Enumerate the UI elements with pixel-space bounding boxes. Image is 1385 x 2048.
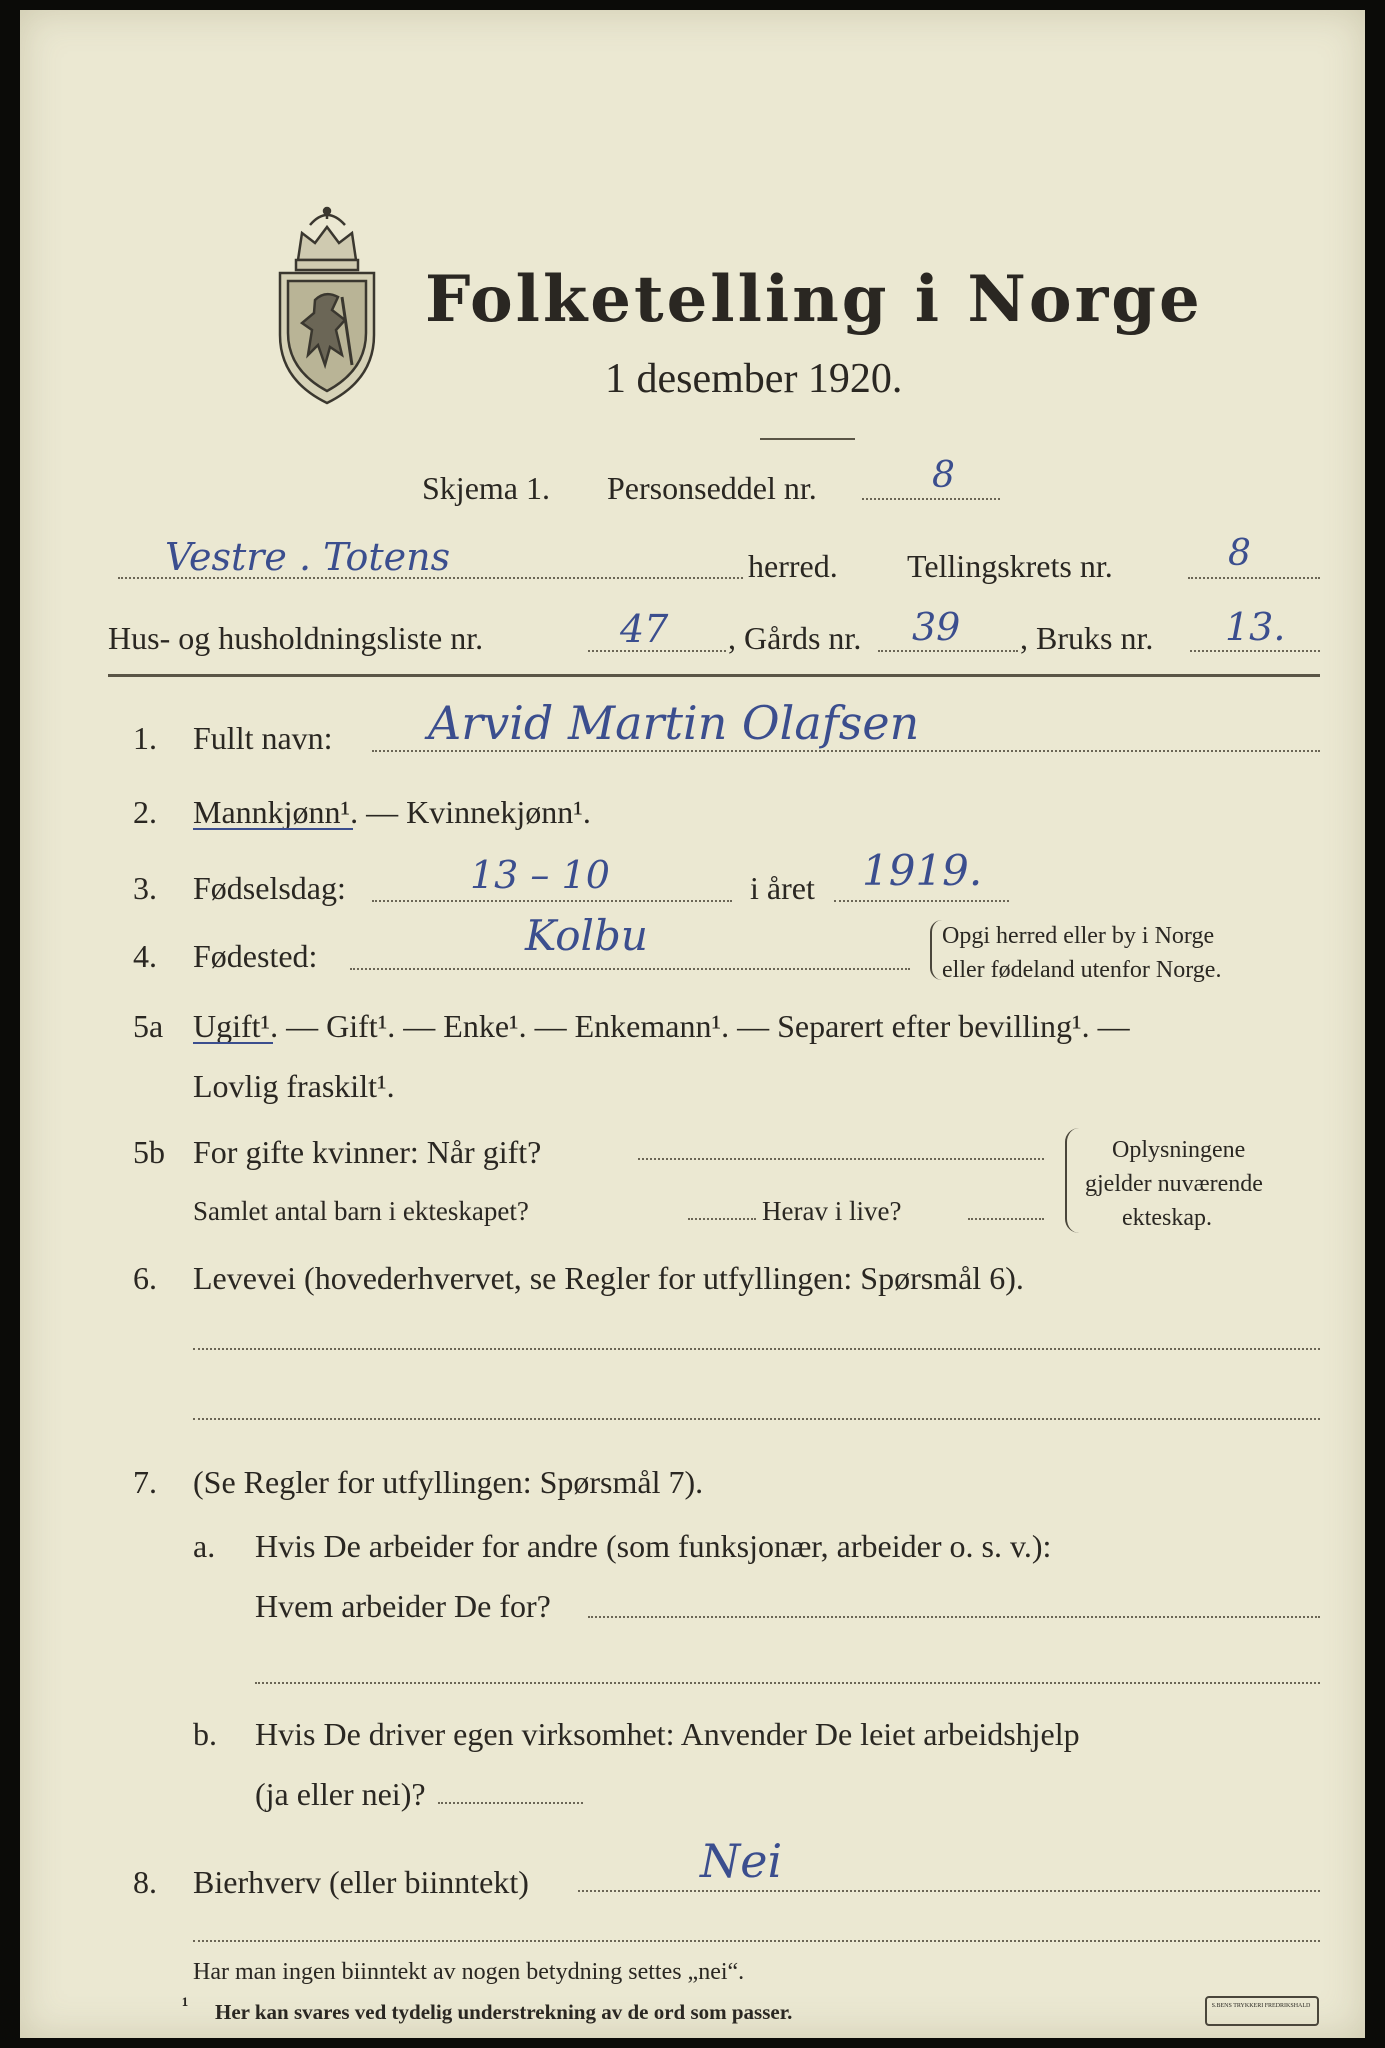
q4-note-line1: Opgi herred eller by i Norge xyxy=(942,923,1215,949)
q7-number: 7. xyxy=(133,1464,157,1500)
bruks-value: 13. xyxy=(1225,605,1286,649)
q7b-line2: (ja eller nei)? xyxy=(255,1776,426,1812)
coat-of-arms-icon xyxy=(270,205,385,410)
q4-number: 4. xyxy=(133,938,157,974)
q1-number: 1. xyxy=(133,720,157,756)
q5a-line2: Lovlig fraskilt¹. xyxy=(193,1068,395,1104)
q5b-number: 5b xyxy=(133,1134,165,1170)
tellingskrets-value: 8 xyxy=(1228,533,1251,574)
q7a-field-line-1 xyxy=(588,1616,1320,1618)
q5b-married-field-line xyxy=(638,1158,1044,1160)
q6-field-line-2 xyxy=(193,1418,1320,1420)
gards-field-line xyxy=(878,650,1018,652)
q4-note-line2: eller fødeland utenfor Norge. xyxy=(942,957,1222,983)
q5a-ugift-underline xyxy=(193,1042,273,1044)
q3-birthday-value: 13 – 10 xyxy=(470,853,610,897)
q5b-children-label: Samlet antal barn i ekteskapet? xyxy=(193,1196,529,1226)
herred-label: herred. xyxy=(748,548,838,584)
q1-label: Fullt navn: xyxy=(193,720,333,756)
q7a-letter: a. xyxy=(193,1528,216,1564)
gards-value: 39 xyxy=(912,605,961,649)
herred-value: Vestre . Totens xyxy=(165,535,451,579)
q7b-line1: Hvis De driver egen virksomhet: Anvender De leiet arbeidshjelp xyxy=(255,1716,1080,1752)
q5b-alive-field-line xyxy=(968,1218,1044,1220)
q5a-number: 5a xyxy=(133,1008,164,1044)
hus-label: Hus- og husholdningsliste nr. xyxy=(108,620,484,656)
q7a-line1: Hvis De arbeider for andre (som funksjonær, arbeider o. s. v.): xyxy=(255,1528,1052,1564)
q7a-field-line-2 xyxy=(255,1682,1320,1684)
q5a-line1: Ugift¹. — Gift¹. — Enke¹. — Enkemann¹. — Separert efter bevilling¹. — xyxy=(193,1008,1130,1044)
skjema-label: Skjema 1. xyxy=(422,470,550,506)
header-divider xyxy=(108,674,1320,677)
form-title: Folketelling i Norge xyxy=(425,262,1203,337)
q3-year-field-line xyxy=(834,900,1009,902)
q7b-field-line xyxy=(438,1802,583,1804)
gards-label: , Gårds nr. xyxy=(728,620,862,656)
footnote-text: Her kan svares ved tydelig understrekning av de ord som passer. xyxy=(215,2000,793,2024)
q8-number: 8. xyxy=(133,1864,157,1900)
q6-number: 6. xyxy=(133,1260,157,1296)
q8-value: Nei xyxy=(700,1834,783,1888)
census-form-page xyxy=(20,10,1365,2038)
q4-field-line xyxy=(350,968,910,970)
q2-label: Mannkjønn¹. — Kvinnekjønn¹. xyxy=(193,794,591,830)
q4-label: Fødested: xyxy=(193,938,318,974)
q7-label: (Se Regler for utfyllingen: Spørsmål 7). xyxy=(193,1464,704,1500)
q3-birthday-field-line xyxy=(372,900,732,902)
q7a-line2: Hvem arbeider De for? xyxy=(255,1588,551,1624)
q5b-line1: For gifte kvinner: Når gift? xyxy=(193,1134,542,1170)
q8-field-line xyxy=(578,1890,1320,1892)
q1-field-line xyxy=(372,750,1320,752)
q2-number: 2. xyxy=(133,794,157,830)
q6-label: Levevei (hovederhvervet, se Regler for utfyllingen: Spørsmål 6). xyxy=(193,1260,1024,1296)
q8-label: Bierhverv (eller biinntekt) xyxy=(193,1864,529,1900)
q4-value: Kolbu xyxy=(525,911,648,960)
bruks-field-line xyxy=(1190,650,1320,652)
q4-note-brace xyxy=(930,920,942,980)
q3-number: 3. xyxy=(133,870,157,906)
title-divider xyxy=(760,438,855,440)
personseddel-value: 8 xyxy=(932,455,955,496)
q3-year-label: i året xyxy=(750,870,815,906)
q3-label: Fødselsdag: xyxy=(193,870,346,906)
bruks-label: , Bruks nr. xyxy=(1020,620,1154,656)
tellingskrets-label: Tellingskrets nr. xyxy=(907,548,1113,584)
personseddel-label: Personseddel nr. xyxy=(607,470,817,506)
q5b-children-field-line xyxy=(688,1218,756,1220)
tellingskrets-field-line xyxy=(1188,577,1320,579)
nei-note: Har man ingen biinntekt av nogen betydning settes „nei“. xyxy=(193,1959,745,1985)
hus-value: 47 xyxy=(620,607,669,651)
q5b-note-line3: ekteskap. xyxy=(1122,1205,1212,1231)
q5b-alive-label: Herav i live? xyxy=(762,1196,902,1226)
q7b-letter: b. xyxy=(193,1716,217,1752)
q5b-note-line1: Oplysningene xyxy=(1112,1137,1246,1163)
printer-stamp: S.BENS TRYKKERI FREDRIKSHALD xyxy=(1205,1996,1319,2026)
q3-year-value: 1919. xyxy=(862,846,983,895)
q6-field-line-1 xyxy=(193,1348,1320,1350)
personseddel-field-line xyxy=(862,498,1000,500)
footnote-mark: ¹ xyxy=(182,1993,189,2017)
q8-extra-field-line xyxy=(193,1940,1320,1942)
q1-value: Arvid Martin Olafsen xyxy=(428,696,920,750)
q2-mannkjonn-underline xyxy=(193,828,353,830)
q5b-note-line2: gjelder nuværende xyxy=(1085,1171,1263,1197)
form-date: 1 desember 1920. xyxy=(605,356,903,402)
q5b-note-brace xyxy=(1065,1128,1079,1233)
